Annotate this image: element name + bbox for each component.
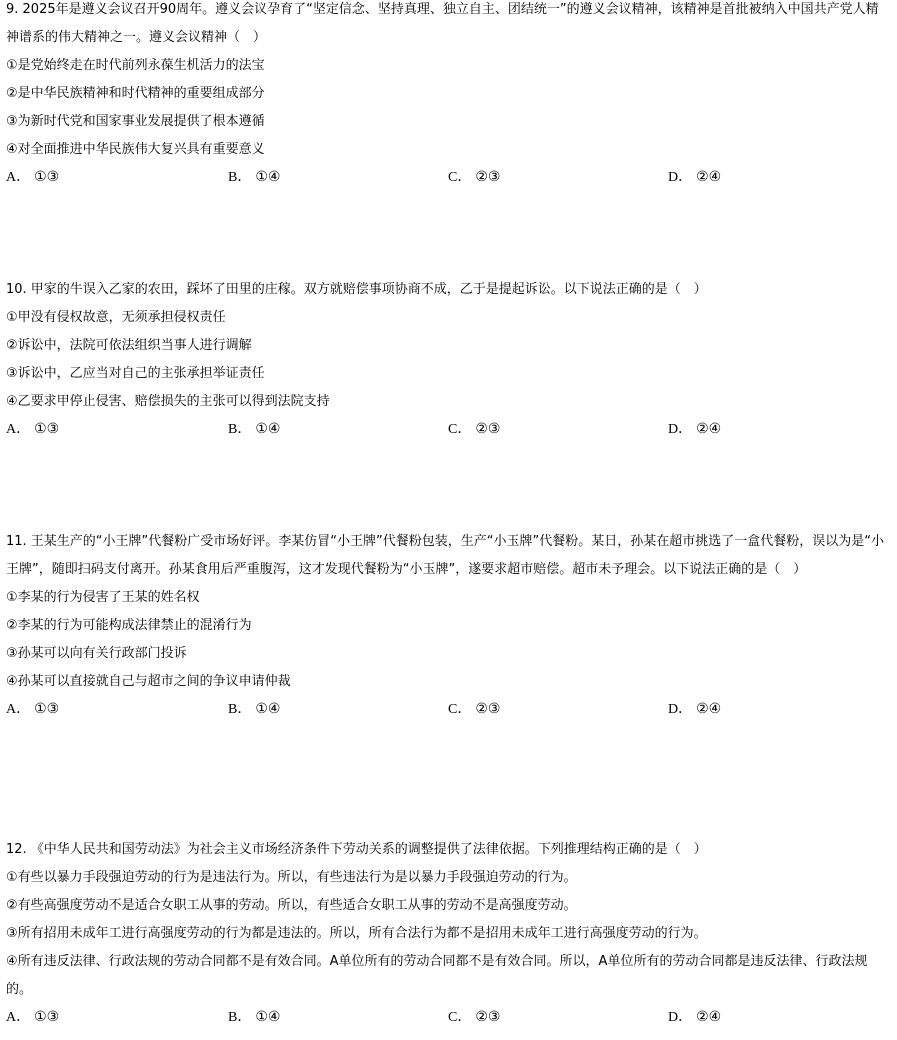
question-12: [6, 836, 890, 1032]
question-9: [6, 0, 890, 192]
statement-3: ③孙某可以向有关行政部门投诉: [6, 646, 187, 661]
question-stem: 10. 甲家的牛误入乙家的农田，踩坏了田里的庄稼。双方就赔偿事项协商不成，乙于是提起诉讼。以下说法正确的是（ ）: [6, 282, 707, 297]
option-d[interactable]: D． ②④: [668, 170, 722, 185]
statement-3: ③为新时代党和国家事业发展提供了根本遵循: [6, 114, 265, 129]
option-a[interactable]: A． ①③: [6, 170, 60, 185]
statement-4: ④乙要求甲停止侵害、赔偿损失的主张可以得到法院支持: [6, 394, 330, 409]
question-stem: 12. 《中华人民共和国劳动法》为社会主义市场经济条件下劳动关系的调整提供了法律依据。下列推理结构正确的是（ ）: [6, 842, 707, 857]
option-c[interactable]: C． ②③: [448, 170, 501, 185]
answer-options: [6, 696, 890, 724]
option-a[interactable]: A． ①③: [6, 1010, 60, 1025]
question-stem: 9. 2025年是遵义会议召开90周年。遵义会议孕育了“坚定信念、坚持真理、独立自主、团结统一”的遵义会议精神，该精神是首批被纳入中国共产党人精神谱系的伟大精神之一。遵义会议精神（ ）: [6, 2, 879, 45]
answer-options: [6, 1004, 890, 1032]
option-d[interactable]: D． ②④: [668, 702, 722, 717]
option-c[interactable]: C． ②③: [448, 422, 501, 437]
statement-4: ④对全面推进中华民族伟大复兴具有重要意义: [6, 142, 265, 157]
option-b[interactable]: B． ①④: [228, 702, 281, 717]
statement-1: ①有些以暴力手段强迫劳动的行为是违法行为。所以，有些违法行为是以暴力手段强迫劳动的行为。: [6, 870, 577, 885]
option-c[interactable]: C． ②③: [448, 1010, 501, 1025]
statement-1: ①是党始终走在时代前列永葆生机活力的法宝: [6, 58, 265, 73]
option-c[interactable]: C． ②③: [448, 702, 501, 717]
option-d[interactable]: D． ②④: [668, 1010, 722, 1025]
statement-3: ③所有招用未成年工进行高强度劳动的行为都是违法的。所以，所有合法行为都不是招用未成年工进行高强度劳动的行为。: [6, 926, 707, 941]
option-a[interactable]: A． ①③: [6, 422, 60, 437]
statement-4: ④所有违反法律、行政法规的劳动合同都不是有效合同。A单位所有的劳动合同都不是有效合同。所以，A单位所有的劳动合同都是违反法律、行政法规的。: [6, 954, 868, 997]
statement-2: ②有些高强度劳动不是适合女职工从事的劳动。所以，有些适合女职工从事的劳动不是高强度劳动。: [6, 898, 577, 913]
statement-3: ③诉讼中，乙应当对自己的主张承担举证责任: [6, 366, 265, 381]
statement-2: ②李某的行为可能构成法律禁止的混淆行为: [6, 618, 252, 633]
statement-2: ②诉讼中，法院可依法组织当事人进行调解: [6, 338, 252, 353]
answer-options: [6, 164, 890, 192]
option-b[interactable]: B． ①④: [228, 1010, 281, 1025]
statement-2: ②是中华民族精神和时代精神的重要组成部分: [6, 86, 265, 101]
option-b[interactable]: B． ①④: [228, 170, 281, 185]
question-11: [6, 528, 890, 724]
statement-1: ①甲没有侵权故意，无须承担侵权责任: [6, 310, 226, 325]
option-a[interactable]: A． ①③: [6, 702, 60, 717]
question-stem: 11. 王某生产的“小王牌”代餐粉广受市场好评。李某仿冒“小王牌”代餐粉包装，生产“小玉牌”代餐粉。某日，孙某在超市挑选了一盒代餐粉，误以为是“小王牌”，随即扫码支付离开。孙某食用后严重腹泻，这才发现代餐粉为“小玉牌”，遂要求超市赔偿。超市未予理会。以下说法正确的是（ ）: [6, 534, 884, 577]
question-10: [6, 276, 890, 444]
option-b[interactable]: B． ①④: [228, 422, 281, 437]
statement-1: ①李某的行为侵害了王某的姓名权: [6, 590, 200, 605]
option-d[interactable]: D． ②④: [668, 422, 722, 437]
answer-options: [6, 416, 890, 444]
statement-4: ④孙某可以直接就自己与超市之间的争议申请仲裁: [6, 674, 291, 689]
